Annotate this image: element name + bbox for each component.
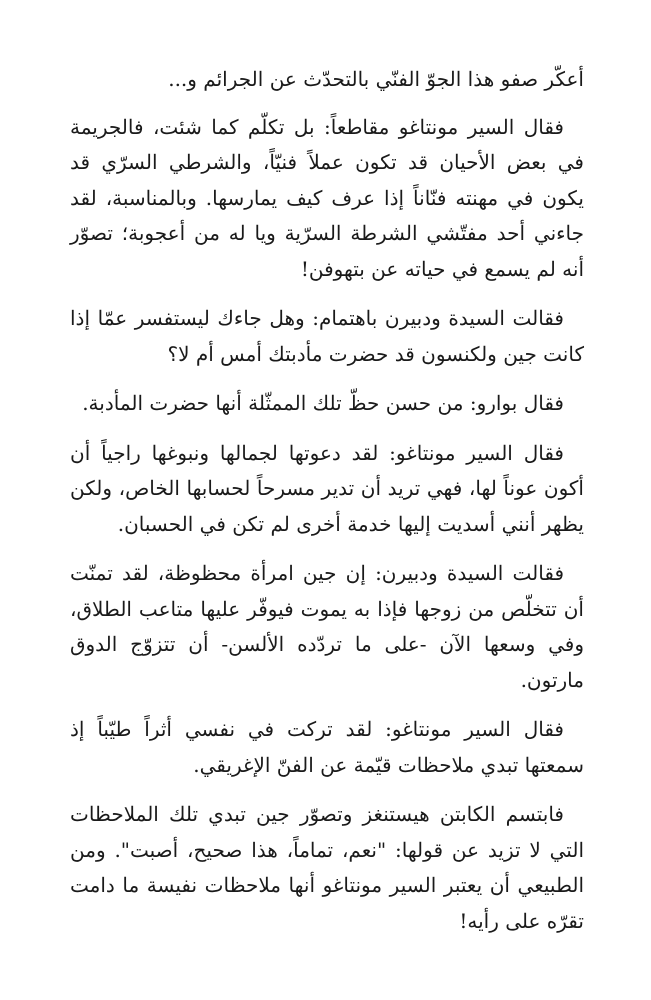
paragraph-8: فابتسم الكابتن هيستنغز وتصوّر جين تبدي تلك الملاحظات التي لا تزيد عن قولها: "نعم، تماماً، هذا صحيح، أصبت". ومن الطبيعي أن يعتبر السير مونتاغو أنها ملاحظات نفيسة ما دامت تقرّه على رأيه!	[70, 802, 584, 933]
paragraph-5: فقال السير مونتاغو: لقد دعوتها لجمالها ونبوغها راجياً أن أكون عوناً لها، فهي تريد أن تدير مسرحاً لحسابها الخاص، ولكن يظهر أنني أسديت إليها خدمة أخرى لم تكن في الحسبان.	[70, 440, 584, 536]
paragraph-6: فقالت السيدة ودبيرن: إن جين امرأة محظوظة، لقد تمنّت أن تتخلّص من زوجها فإذا به يموت فيوفّر عليها متاعب الطلاق، وفي وسعها الآن -على ما تردّده الألسن- أن تتزوّج الدوق مارتون.	[70, 561, 585, 692]
book-page	[70, 62, 584, 953]
paragraph-4: فقال بوارو: من حسن حظّ تلك الممثّلة أنها حضرت المأدبة.	[82, 391, 564, 415]
paragraph-3: فقالت السيدة ودبيرن باهتمام: وهل جاءك ليستفسر عمّا إذا كانت جين ولكنسون قد حضرت مأدبتك أمس أم لا؟	[70, 306, 584, 366]
paragraph-2: فقال السير مونتاغو مقاطعاً: بل تكلّم كما شئت، فالجريمة في بعض الأحيان قد تكون عملاً فنيّاً، والشرطي السرّي قد يكون في مهنته فنّاناً إذا عرف كيف يمارسها. وبالمناسبة، لقد جاءني أحد مفتّشي الشرطة السرّية ويا له من أعجوبة؛ تصوّر أنه لم يسمع في حياته عن بتهوفن!	[70, 114, 584, 281]
paragraph-7: فقال السير مونتاغو: لقد تركت في نفسي أثراً طيّباً إذ سمعتها تبدي ملاحظات قيّمة عن الفنّ الإغريقي.	[70, 717, 584, 777]
paragraph-1: أعكّر صفو هذا الجوّ الفنّي بالتحدّث عن الجرائم و...	[168, 67, 584, 91]
